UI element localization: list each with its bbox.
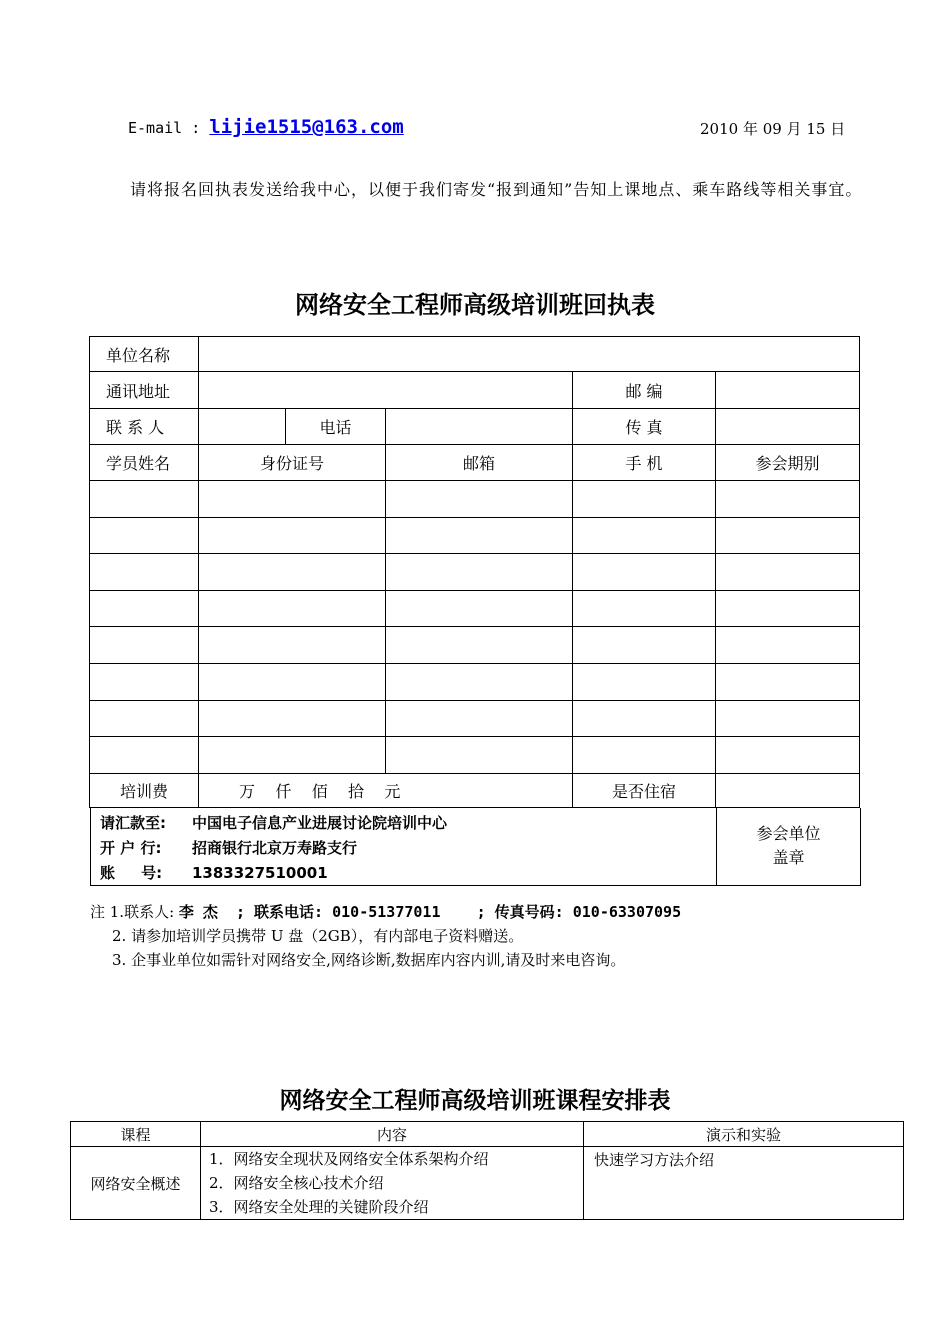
email-line — [128, 116, 404, 138]
session-cell[interactable] — [715, 480, 860, 518]
session-cell[interactable] — [715, 590, 860, 628]
id-number-cell[interactable] — [198, 663, 386, 701]
bank-value: 招商银行北京万寿路支行 — [192, 839, 358, 857]
email-cell[interactable] — [385, 480, 573, 518]
id-number-cell[interactable] — [198, 700, 386, 738]
id-number-cell[interactable] — [198, 517, 386, 555]
email-cell[interactable] — [385, 590, 573, 628]
stamp-line-1: 参会单位 — [756, 824, 821, 843]
stamp-line-2: 盖章 — [772, 848, 805, 867]
mobile-cell[interactable] — [572, 736, 716, 774]
field-fax[interactable] — [715, 408, 860, 445]
field-address[interactable] — [198, 371, 573, 409]
label-lodging: 是否住宿 — [572, 773, 716, 808]
mobile-cell[interactable] — [572, 700, 716, 738]
header-email: 邮箱 — [385, 444, 573, 481]
fee-units[interactable]: 万 仟 佰 拾 元 — [198, 773, 573, 808]
schedule-course: 网络安全概述 — [71, 1147, 201, 1220]
schedule-header-content: 内容 — [201, 1122, 584, 1147]
remit-value: 中国电子信息产业进展讨论院培训中心 — [192, 814, 448, 832]
header-student-name: 学员姓名 — [89, 444, 199, 481]
label-phone: 电话 — [285, 408, 386, 445]
student-name-cell[interactable] — [89, 590, 199, 628]
label-postcode: 邮 编 — [572, 371, 716, 409]
account-value: 1383327510001 — [192, 864, 328, 882]
notes — [90, 900, 681, 972]
mobile-cell[interactable] — [572, 663, 716, 701]
email-link[interactable]: lijie1515@163.com — [209, 116, 404, 138]
label-org-name: 单位名称 — [89, 336, 199, 372]
schedule-header-row — [71, 1122, 904, 1147]
id-number-cell[interactable] — [198, 590, 386, 628]
bank-label: 开 户 行: — [100, 839, 162, 857]
student-name-cell[interactable] — [89, 553, 199, 591]
email-cell[interactable] — [385, 736, 573, 774]
id-number-cell[interactable] — [198, 553, 386, 591]
field-phone[interactable] — [385, 408, 573, 445]
email-label: E-mail : — [128, 119, 210, 137]
header-mobile: 手 机 — [572, 444, 716, 481]
id-number-cell[interactable] — [198, 626, 386, 664]
schedule-table — [70, 1121, 904, 1220]
note-3: 3. 企事业单位如需针对网络安全,网络诊断,数据库内容内训,请及时来电咨询。 — [112, 951, 626, 969]
schedule-content — [201, 1147, 584, 1220]
remit-label: 请汇款至: — [100, 814, 166, 832]
label-fax: 传 真 — [572, 408, 716, 445]
schedule-header-demo: 演示和实验 — [584, 1122, 904, 1147]
stamp-box — [716, 808, 861, 886]
list-item: 3．网络安全处理的关键阶段介绍 — [209, 1198, 429, 1216]
mobile-cell[interactable] — [572, 626, 716, 664]
mobile-cell[interactable] — [572, 480, 716, 518]
session-cell[interactable] — [715, 553, 860, 591]
schedule-demo: 快速学习方法介绍 — [584, 1147, 904, 1220]
student-name-cell[interactable] — [89, 663, 199, 701]
session-cell[interactable] — [715, 700, 860, 738]
session-cell[interactable] — [715, 736, 860, 774]
session-cell[interactable] — [715, 663, 860, 701]
session-cell[interactable] — [715, 517, 860, 555]
schedule-title: 网络安全工程师高级培训班课程安排表 — [279, 1088, 671, 1114]
notice-text: 请将报名回执表发送给我中心，以便于我们寄发“报到通知”告知上课地点、乘车路线等相关事宜。 — [130, 180, 863, 199]
email-cell[interactable] — [385, 626, 573, 664]
field-contact[interactable] — [198, 408, 286, 445]
student-name-cell[interactable] — [89, 480, 199, 518]
email-cell[interactable] — [385, 517, 573, 555]
label-contact: 联 系 人 — [89, 408, 199, 445]
mobile-cell[interactable] — [572, 517, 716, 555]
form-title: 网络安全工程师高级培训班回执表 — [295, 291, 655, 319]
note-1-contact: 李 杰 ; 联系电话: 010-51377011 ; 传真号码: 010-63307095 — [178, 903, 682, 921]
mobile-cell[interactable] — [572, 590, 716, 628]
field-postcode[interactable] — [715, 371, 860, 409]
email-cell[interactable] — [385, 553, 573, 591]
session-cell[interactable] — [715, 626, 860, 664]
email-cell[interactable] — [385, 663, 573, 701]
student-name-cell[interactable] — [89, 736, 199, 774]
header-id-number: 身份证号 — [198, 444, 386, 481]
field-lodging[interactable] — [715, 773, 860, 808]
id-number-cell[interactable] — [198, 480, 386, 518]
mobile-cell[interactable] — [572, 553, 716, 591]
header-session: 参会期别 — [715, 444, 860, 481]
table-row — [71, 1147, 904, 1220]
note-2: 2. 请参加培训学员携带 U 盘（2GB），有内部电子资料赠送。 — [112, 927, 524, 945]
id-number-cell[interactable] — [198, 736, 386, 774]
schedule-header-course: 课程 — [71, 1122, 201, 1147]
date: 2010 年 09 月 15 日 — [700, 120, 846, 138]
student-name-cell[interactable] — [89, 626, 199, 664]
email-cell[interactable] — [385, 700, 573, 738]
label-fee: 培训费 — [89, 773, 199, 808]
list-item: 2．网络安全核心技术介绍 — [209, 1174, 384, 1192]
bank-info — [90, 808, 717, 886]
student-name-cell[interactable] — [89, 700, 199, 738]
account-label: 账 号: — [100, 864, 163, 882]
note-1-prefix: 注 1.联系人: — [90, 903, 179, 921]
student-name-cell[interactable] — [89, 517, 199, 555]
list-item: 1．网络安全现状及网络安全体系架构介绍 — [209, 1150, 489, 1168]
field-org-name[interactable] — [198, 336, 860, 372]
label-address: 通讯地址 — [89, 371, 199, 409]
